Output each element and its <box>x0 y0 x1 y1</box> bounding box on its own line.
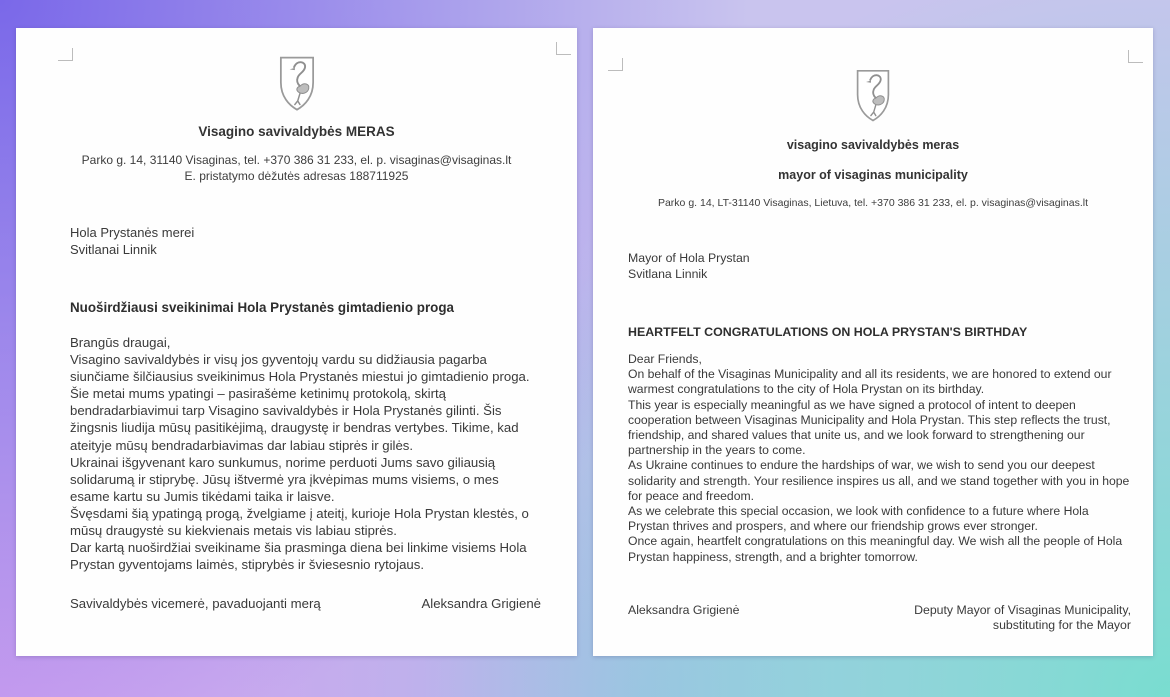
letter-body <box>628 352 1131 565</box>
addressee-line: Svitlanai Linnik <box>70 242 157 257</box>
visaginas-coat-of-arms-icon <box>275 54 319 114</box>
body-paragraph: As we celebrate this special occasion, we look with confidence to a future where Hola Prystan thrives and prospers, and where our friendship grows ever stronger. <box>628 504 1089 534</box>
visaginas-coat-of-arms-icon <box>852 68 894 124</box>
addressee-line: Svitlana Linnik <box>628 266 708 281</box>
sender-address: Parko g. 14, LT-31140 Visaginas, Lietuva, tel. +370 386 31 233, el. p. visaginas@visaginas.lt <box>657 197 1089 209</box>
body-paragraph: Dar kartą nuoširdžiai sveikiname šia prasminga diena bei linkime visiems Hola Prystan gyventojams laimės, stiprybės ir šviesesnio rytojaus. <box>70 540 527 573</box>
body-paragraph: Švęsdami šią ypatingą progą, žvelgiame į ateitį, kurioje Hola Prystan klestės, o mūsų draugystė su kiekvienais metais vis labiau stiprės. <box>70 505 529 539</box>
signature-role-line: Deputy Mayor of Visaginas Municipality, <box>914 602 1131 617</box>
signature-name: Aleksandra Grigienė <box>628 602 740 617</box>
letter-subject: HEARTFELT CONGRATULATIONS ON HOLA PRYSTAN'S BIRTHDAY <box>628 325 1028 339</box>
addressee-line: Mayor of Hola Prystan <box>628 251 750 265</box>
body-paragraph: Šie metai mums ypatingi – pasirašėme ketinimų protokolą, skirtą bendradarbiavimui tarp Visagino savivaldybės ir Hola Prystanės gilinti. Šis žingsnis liudija mūsų pasitikėjimą, draugystę ir bendras vertybes. Tikime, kad ateityje mūsų bendradarbiavimas dar labiau stiprės ir gilės. <box>70 386 519 453</box>
sender-title: Visagino savivaldybės MERAS <box>198 124 395 139</box>
sender-address <box>16 152 577 184</box>
letter-page-lithuanian <box>16 28 577 656</box>
text-boundary-mark <box>58 48 73 61</box>
signature-name: Aleksandra Grigienė <box>421 596 541 612</box>
letter-page-english <box>593 28 1153 656</box>
body-paragraph: Ukrainai išgyvenant karo sunkumus, norime perduoti Jums savo giliausią solidarumą ir stiprybę. Jūsų ištvermė yra įkvėpimas mums visiems, o mes esame kartu su Jumis tikėdami taika ir laisve. <box>70 454 499 504</box>
address-line: Parko g. 14, 31140 Visaginas, tel. +370 386 31 233, el. p. visaginas@visaginas.lt <box>81 153 512 167</box>
sender-title-lithuanian: visagino savivaldybės meras <box>786 138 960 152</box>
body-paragraph: On behalf of the Visaginas Municipality and all its residents, we are honored to extend our warmest congratulations to the city of Hola Prystan on its birthday. <box>628 367 1112 397</box>
signature-row <box>70 596 541 611</box>
addressee-block <box>628 251 1131 282</box>
body-paragraph: This year is especially meaningful as we have signed a protocol of intent to deepen cooperation between Visaginas Municipality and Hola Prystan. This step reflects the trust, friendship, and shared values that unite us, and we look forward to strengthening our partnership in the years to come. <box>628 397 1111 458</box>
body-paragraph: Brangūs draugai, <box>70 335 171 350</box>
address-line: E. pristatymo dėžutės adresas 188711925 <box>184 169 409 183</box>
text-boundary-mark <box>1128 50 1143 63</box>
body-paragraph: Visagino savivaldybės ir visų jos gyventojų vardu su didžiausia pagarba siunčiame šilčiausius sveikinimus Hola Prystanės miestui jo gimtadienio proga. <box>70 352 530 385</box>
letter-subject: Nuoširdžiausi sveikinimai Hola Prystanės gimtadienio proga <box>70 300 454 315</box>
addressee-block <box>70 224 541 258</box>
body-paragraph: As Ukraine continues to endure the hardships of war, we wish to send you our deepest solidarity and strength. Your resilience inspires us all, and we stand together with you in hope for peace and freedom. <box>628 458 1130 503</box>
signature-role: Savivaldybės vicemerė, pavaduojanti merą <box>70 596 321 612</box>
sender-title-english: mayor of visaginas municipality <box>778 168 968 182</box>
signature-role <box>914 603 1131 634</box>
text-boundary-mark <box>556 42 571 55</box>
text-boundary-mark <box>608 58 623 71</box>
signature-role-line: substituting for the Mayor <box>992 618 1131 633</box>
body-paragraph: Once again, heartfelt congratulations on this meaningful day. We wish all the people of Hola Prystan happiness, strength, and a brighter tomorrow. <box>628 534 1123 564</box>
body-paragraph: Dear Friends, <box>628 352 702 366</box>
signature-row <box>628 603 1131 634</box>
letter-body <box>70 334 541 573</box>
addressee-line: Hola Prystanės merei <box>70 225 195 240</box>
